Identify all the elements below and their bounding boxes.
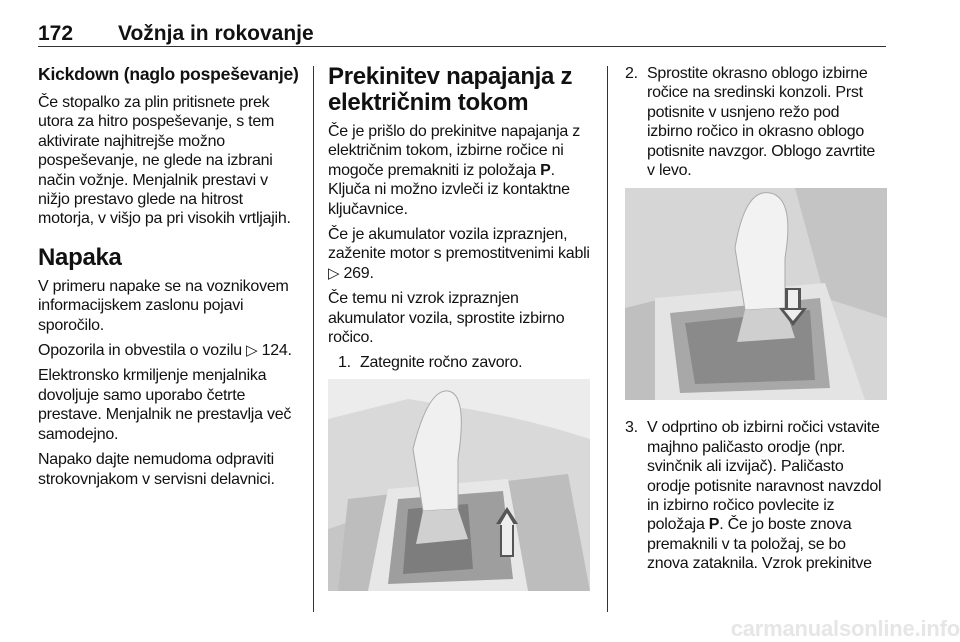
kickdown-heading: Kickdown (naglo pospeševanje) (38, 64, 299, 84)
page-header (38, 22, 886, 47)
watermark: carmanualsonline.info (730, 616, 960, 641)
column-2 (328, 64, 594, 591)
power-paragraph-1: Če je prišlo do prekinitve napajanja z električnim tokom, izbirne ročice ni mogoče premakniti iz položaja P. Ključa ni možno izvleči iz kontaktne ključavnice. (328, 123, 580, 218)
ref-arrow-icon: ▷ (246, 342, 258, 360)
page-reference[interactable]: 124. (261, 342, 292, 360)
napaka-paragraph-4: Napako dajte nemudoma odpraviti strokovnjakom v servisni delavnici. (38, 451, 275, 488)
page-number: 172 (38, 22, 74, 45)
napaka-paragraph-3: Elektronsko krmiljenje menjalnika dovoljuje samo uporabo četrte prestave. Menjalnik ne prestavlja več samodejno. (38, 367, 292, 443)
power-interruption-heading: Prekinitev napajanja z električnim tokom (328, 63, 573, 116)
page-reference[interactable]: 269. (343, 264, 374, 282)
power-paragraph-3: Če temu ni vzrok izpraznjen akumulator vozila, sprostite izbirno ročico. (328, 290, 565, 347)
column-3 (625, 64, 886, 580)
napaka-paragraph-1: V primeru napake se na voznikovem informacijskem zaslonu pojavi sporočilo. (38, 277, 289, 334)
step-1: 1. Zategnite ročno zavoro. (338, 354, 523, 372)
ref-arrow-icon: ▷ (328, 264, 340, 282)
step-3: 3. V odprtino ob izbirni ročici vstavite majhno paličasto orodje (npr. svinčnik ali izvijač). Paličasto orodje potisnite naravnost navzdol in izbirno ročico povlecite iz položaja P. Če jo boste znova premaknili v ta položaj, se bo znova zataknila. Vzrok prekinitve (625, 419, 882, 573)
column-divider-1 (313, 66, 314, 612)
column-1 (38, 64, 300, 495)
column-divider-2 (607, 66, 608, 612)
kickdown-paragraph: Če stopalko za plin pritisnete prek utora za hitro pospeševanje, s tem aktivirate najhitrejše možno pospeševanje, ne glede na izbrani način vožnje. Menjalnik prestavi v nižjo prestavo glede na hitrost motorja, v višjo pa pri visokih vrtljajih. (38, 94, 291, 228)
gear-selector-illustration (328, 379, 590, 591)
step-2: 2. Sprostite okrasno oblogo izbirne ročice na sredinski konzoli. Prst potisnite v usnjeno režo pod izbirno ročico in okrasno oblogo potisnite navzgor. Oblogo zavrtite v levo. (625, 65, 876, 180)
napaka-paragraph-2: Opozorila in obvestila o vozilu ▷ 124. (38, 342, 292, 360)
chapter-title: Vožnja in rokovanje (118, 22, 314, 45)
gear-trim-removal-illustration (625, 188, 887, 400)
power-paragraph-2: Če je akumulator vozila izpraznjen, zaženite motor s premostitvenimi kabli ▷ 269. (328, 226, 590, 282)
napaka-heading: Napaka (38, 243, 122, 271)
